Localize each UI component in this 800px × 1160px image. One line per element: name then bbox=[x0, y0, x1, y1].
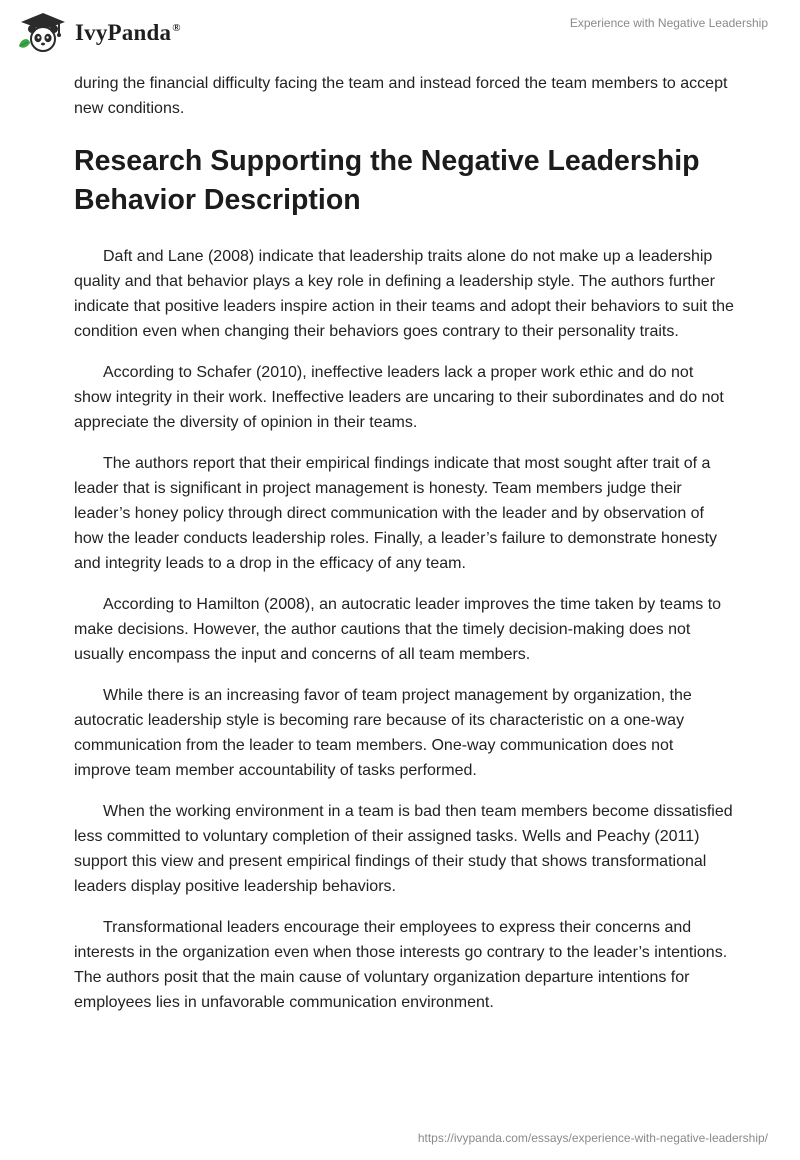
logo-wordmark: IvyPanda® bbox=[75, 20, 181, 45]
body-paragraph: According to Schafer (2010), ineffective leaders lack a proper work ethic and do not show integrity in their work. Ineffective leaders are uncaring to their subordinates and do not appreciate the diversity of opinion in their teams. bbox=[74, 364, 724, 431]
ivypanda-logo[interactable] bbox=[15, 10, 181, 54]
body-paragraph: The authors report that their empirical findings indicate that most sought after trait of a leader that is significant in project management is honesty. Team members judge their leader’s honey policy through direct communication with the leader and by observation of how the leader conducts leadership roles. Finally, a leader’s failure to demonstrate honesty and integrity leads to a drop in the efficacy of any team. bbox=[74, 455, 718, 572]
intro-paragraph: during the financial difficulty facing the team and instead forced the team members to accept new conditions. bbox=[74, 75, 728, 117]
article-body bbox=[74, 71, 734, 1031]
body-paragraph: According to Hamilton (2008), an autocratic leader improves the time taken by teams to make decisions. However, the author cautions that the timely decision-making does not usually encompass the input and concerns of all team members. bbox=[74, 596, 722, 663]
body-paragraph: Daft and Lane (2008) indicate that leadership traits alone do not make up a leadership quality and that behavior plays a key role in defining a leadership style. The authors further indicate that positive leaders inspire action in their teams and adopt their behaviors to suit the condition even when changing their behaviors goes contrary to their personality traits. bbox=[74, 248, 734, 340]
body-paragraph: Transformational leaders encourage their employees to express their concerns and interests in the organization even when those interests go contrary to the leader’s intentions. The authors posit that the main cause of voluntary organization departure intentions for employees lies in unfavorable communication environment. bbox=[74, 919, 728, 1011]
body-paragraph: When the working environment in a team is bad then team members become dissatisfied less committed to voluntary completion of their assigned tasks. Wells and Peachy (2011) support this view and present empirical findings of their study that shows transformational leaders display positive leadership behaviors. bbox=[74, 803, 733, 895]
body-paragraph: While there is an increasing favor of team project management by organization, the autocratic leadership style is becoming rare because of its characteristic on a one-way communication from the leader to team members. One-way communication does not improve team member accountability of tasks performed. bbox=[74, 687, 692, 779]
source-url[interactable]: https://ivypanda.com/essays/experience-with-negative-leadership/ bbox=[417, 1131, 768, 1145]
document-title: Experience with Negative Leadership bbox=[569, 16, 768, 30]
section-heading: Research Supporting the Negative Leadership Behavior Description bbox=[74, 145, 700, 216]
page-header bbox=[0, 0, 800, 62]
panda-graduation-cap-icon bbox=[15, 10, 71, 54]
